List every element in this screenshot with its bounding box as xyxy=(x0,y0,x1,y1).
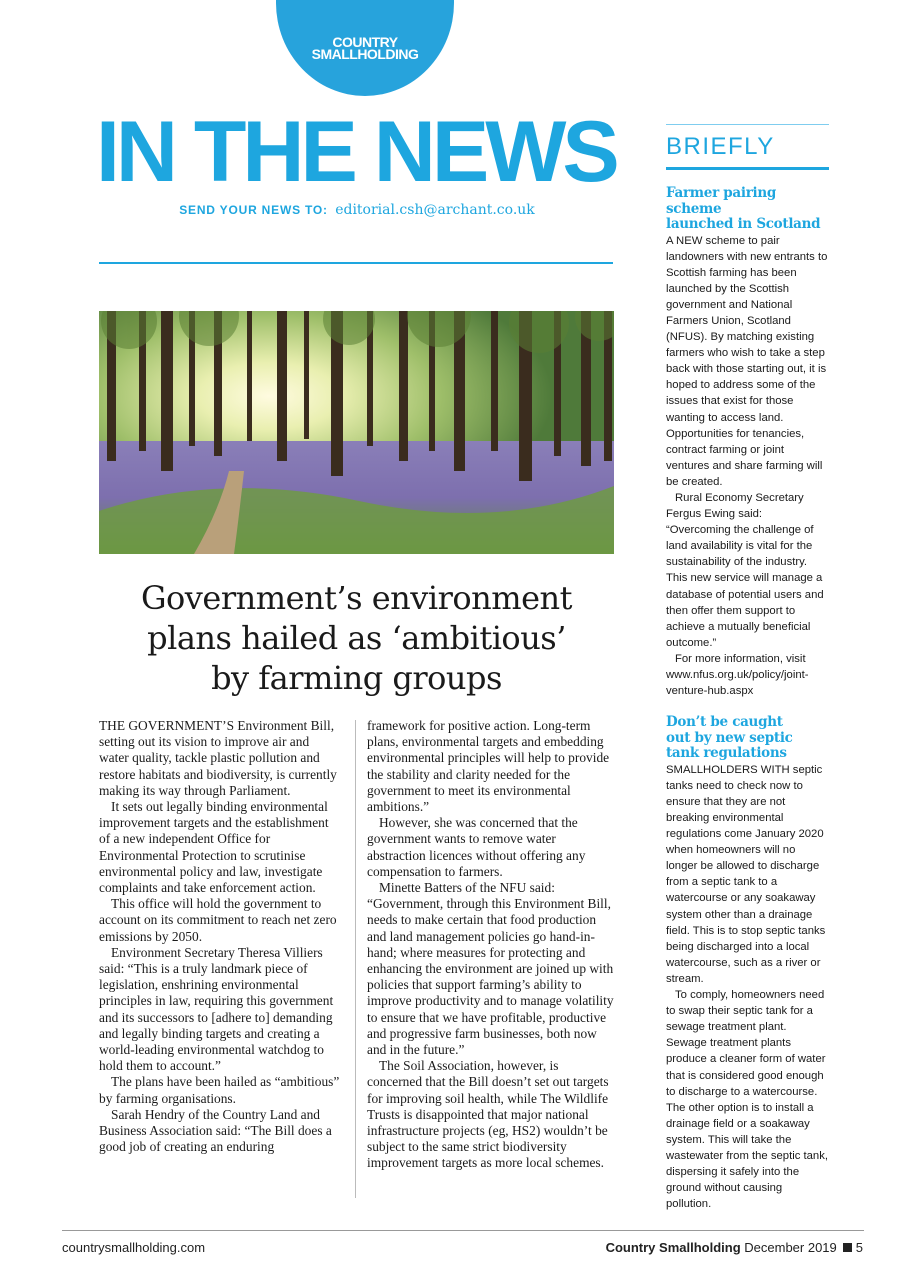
footer-issue: December 2019 xyxy=(744,1240,837,1255)
logo-line-2: SMALLHOLDING xyxy=(311,46,419,62)
headline-line: plans hailed as ‘ambitious’ xyxy=(147,619,566,657)
logo-badge xyxy=(276,0,454,96)
brief-body xyxy=(666,762,829,1213)
brief-heading xyxy=(666,186,829,233)
brief-heading-line: Farmer pairing scheme xyxy=(666,185,777,217)
sidebar-spacer xyxy=(666,699,829,715)
brief-heading-line: out by new septic xyxy=(666,729,793,746)
article-paragraph: framework for positive action. Long-term plans, environmental targets and embedding environmental principles will help to provide the stability and clarity needed for the government to meet its environmental ambitions.” xyxy=(367,718,610,815)
footer-page-number: 5 xyxy=(855,1240,863,1255)
logo-line-1: COUNTRY xyxy=(332,34,398,50)
logo-text xyxy=(276,36,454,60)
brief-heading-line: Don’t be caught xyxy=(666,714,783,731)
send-news-email[interactable]: editorial.csh@archant.co.uk xyxy=(335,202,535,218)
sidebar-title: BRIEFLY xyxy=(666,133,775,160)
article-column-1 xyxy=(99,718,341,1155)
article-paragraph: Sarah Hendry of the Country Land and Business Association said: “The Bill does a good job of creating an enduring xyxy=(99,1106,332,1155)
article-headline xyxy=(99,578,614,698)
bluebell-woodland-photo xyxy=(99,311,614,554)
sidebar-top-rule xyxy=(666,124,829,125)
header-divider xyxy=(99,262,613,264)
brief-paragraph: For more information, visit www.nfus.org.uk/policy/joint-venture-hub.aspx xyxy=(666,652,809,698)
brief-paragraph: SMALLHOLDERS WITH septic tanks need to check now to ensure that they are not breaking environmental regulations come January 2020 when homeowners will no longer be allowed to discharge from a septic tank to a watercourse or any soakaway system other than a drainage field. This is to stop septic tanks being discharged into a local watercourse, such as a river or stream. xyxy=(666,763,826,985)
column-divider xyxy=(355,720,356,1198)
sidebar-title-rule xyxy=(666,167,829,170)
send-news-label: SEND YOUR NEWS TO: xyxy=(179,203,328,217)
page-title: IN THE NEWS xyxy=(96,104,616,200)
article-paragraph: Environment Secretary Theresa Villiers said: “This is a truly landmark piece of legislation, enshrining environmental principles in law, requiring this government and its successors to [adhere to] demanding and legally binding targets and creating a world-leading environmental watchdog to hold them to account.” xyxy=(99,944,334,1074)
square-bullet-icon xyxy=(843,1243,852,1252)
brief-heading xyxy=(666,715,829,762)
brief-body xyxy=(666,233,829,700)
brief-paragraph: A NEW scheme to pair landowners with new entrants to Scottish farming has been launched by the Scottish government and National Farmers Union, Scotland (NFUS). By matching existing farmers who wish to take a step back with those starting out, it is hoped to address some of the issues that exist for those wanting to access land. Opportunities for tenancies, contract farming or joint ventures and share farming will be created. xyxy=(666,234,828,488)
brief-paragraph: To comply, homeowners need to swap their septic tank for a sewage treatment plant. Sewage treatment plants produce a cleaner form of water that is considered good enough to discharge to a watercourse. The other option is to install a drainage field or a soakaway system. This will take the wastewater from the septic tank, dispersing it safely into the ground without causing pollution. xyxy=(666,989,828,1211)
article-paragraph: THE GOVERNMENT’S Environment Bill, setting out its vision to improve air and water quality, tackle plastic pollution and restore habitats and biodiversity, is currently making its way through Parliament. xyxy=(99,718,337,798)
brief-paragraph: Rural Economy Secretary Fergus Ewing said: “Overcoming the challenge of land availability is vital for the sustainability of the industry. This new service will manage a database of potential users and then offer them support to achieve a mutually beneficial outcome.” xyxy=(666,492,824,649)
footer-rule xyxy=(62,1230,864,1231)
article-paragraph: However, she was concerned that the government wants to remove water abstraction licences without offering any compensation to farmers. xyxy=(367,815,586,879)
brief-heading-line: launched in Scotland xyxy=(666,216,821,232)
article-paragraph: The plans have been hailed as “ambitious” by farming organisations. xyxy=(99,1074,340,1106)
brief-heading-line: tank regulations xyxy=(666,745,787,762)
footer-folio xyxy=(606,1240,863,1255)
article-paragraph: It sets out legally binding environmental improvement targets and the establishment of a new independent Office for Environmental Protection to scrutinise environmental policy and law, investigate complaints and take enforcement action. xyxy=(99,799,329,896)
article-paragraph: This office will hold the government to account on its commitment to reach net zero emissions by 2050. xyxy=(99,896,337,944)
footer-website[interactable]: countrysmallholding.com xyxy=(62,1240,206,1255)
headline-line: by farming groups xyxy=(211,659,502,697)
article-column-2 xyxy=(367,718,615,1172)
briefly-sidebar xyxy=(666,124,829,1212)
footer-publication: Country Smallholding xyxy=(605,1240,741,1255)
headline-line: Government’s environment xyxy=(140,579,573,617)
article-paragraph: The Soil Association, however, is concerned that the Bill doesn’t set out targets for improving soil health, while The Wildlife Trusts is disappointed that major national infrastructure projects (eg, HS2) wouldn’t be subject to the same strict biodiversity improvement targets as more local schemes. xyxy=(367,1058,609,1171)
send-news-line xyxy=(100,202,614,218)
article-paragraph: Minette Batters of the NFU said: “Government, through this Environment Bill, needs to make certain that food production and land management policies go hand-in-hand; where measures for protecting and enhancing the environment are joined up with policies that support farming’s ability to improve productivity and to manage volatility to ensure that we have profitable, productive and progressive farm businesses, both now and in the future.” xyxy=(367,880,614,1058)
